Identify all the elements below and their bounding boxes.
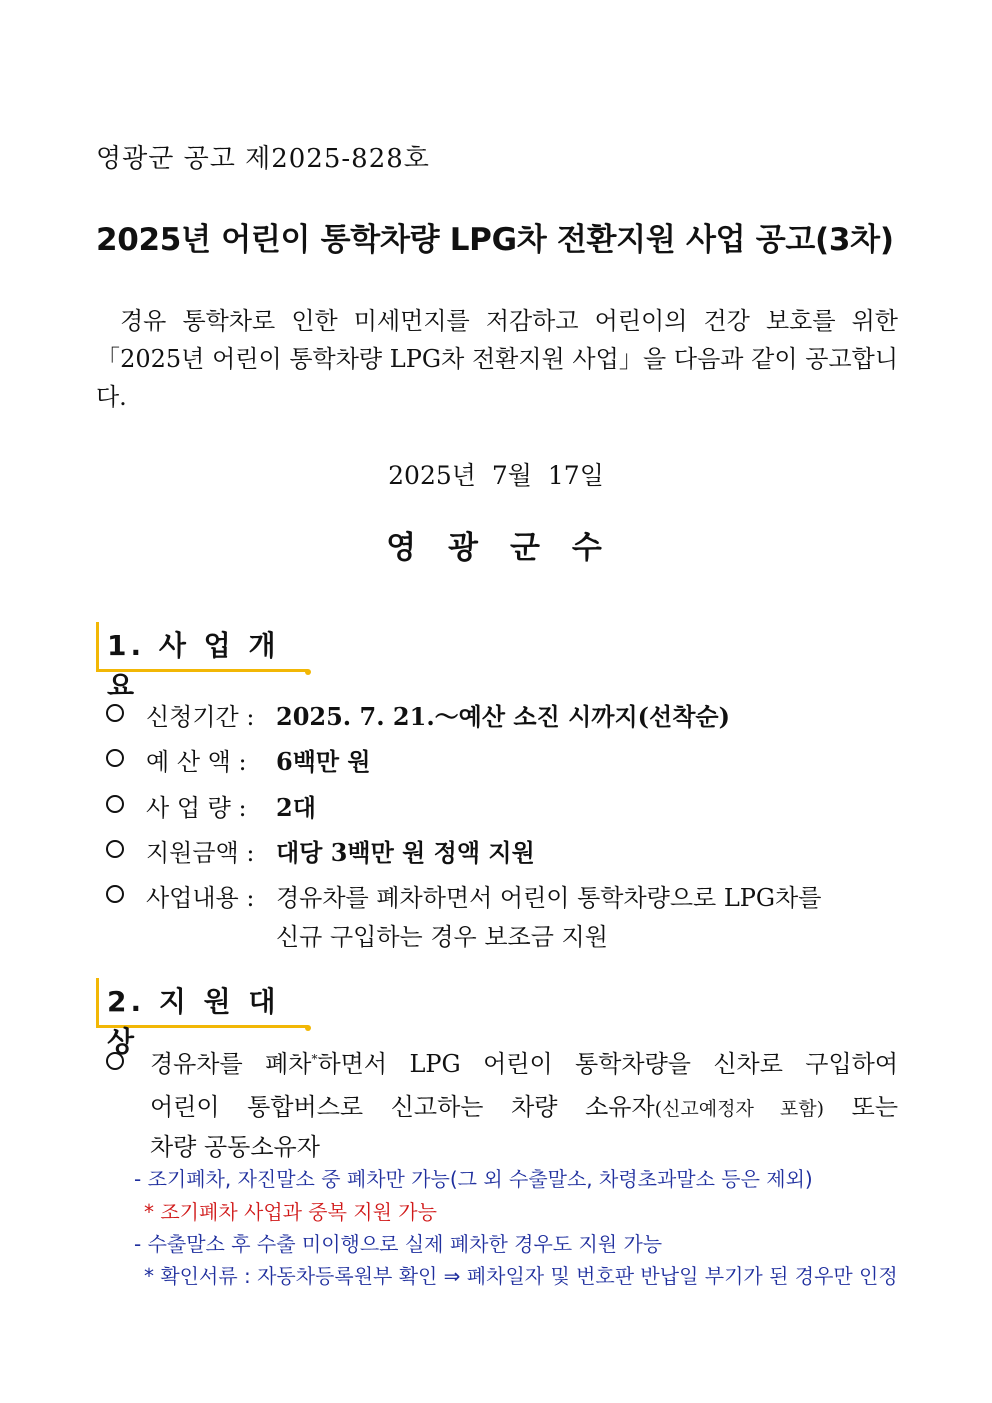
target-line-2 (150, 1087, 898, 1122)
item-label: 지원금액 : (146, 839, 255, 867)
item-value: 경유차를 폐차하면서 어린이 통학차량으로 LPG차를 (276, 884, 822, 912)
footnote-mark: * (311, 1052, 318, 1066)
target-text: 또는 (824, 1093, 898, 1121)
item-label: 사 업 량 : (146, 794, 247, 822)
item-value: 6백만 원 (276, 747, 371, 776)
notice-number: 영광군 공고 제2025-828호 (96, 144, 430, 174)
target-small-text: (신고예정자 포함) (654, 1098, 824, 1120)
circle-bullet-icon (106, 704, 124, 722)
note-scrappage-only: - 조기폐차, 자진말소 중 폐차만 가능(그 외 수출말소, 차령초과말소 등은 제외) (134, 1167, 813, 1191)
target-line-1 (150, 1044, 898, 1079)
section-1-heading (96, 622, 308, 702)
item-value: 2대 (276, 793, 316, 822)
target-line-3: 차량 공동소유자 (150, 1133, 320, 1161)
section-2-heading-text: 2. 지 원 대 상 (107, 985, 280, 1058)
circle-bullet-icon (106, 1052, 124, 1070)
item-value: 대당 3백만 원 정액 지원 (276, 838, 535, 867)
note-export-cancel: - 수출말소 후 수출 미이행으로 실제 폐차한 경우도 지원 가능 (134, 1232, 663, 1256)
item-label: 사업내용 : (146, 884, 255, 912)
note-documents: * 확인서류 : 자동차등록원부 확인 ⇒ 폐차일자 및 번호판 반납일 부기가 된 경우만 인정 (144, 1264, 898, 1288)
circle-bullet-icon (106, 885, 124, 903)
notice-date: 2025년 7월 17일 (388, 461, 604, 490)
section-1-heading-text: 1. 사 업 개 요 (107, 629, 280, 702)
circle-bullet-icon (106, 840, 124, 858)
circle-bullet-icon (106, 795, 124, 813)
circle-bullet-icon (106, 749, 124, 767)
document-title: 2025년 어린이 통학차량 LPG차 전환지원 사업 공고(3차) (96, 222, 894, 258)
target-text: 어린이 통합버스로 신고하는 차량 소유자 (150, 1093, 655, 1121)
item-value-continuation: 신규 구입하는 경우 보조금 지원 (276, 923, 608, 951)
section-2-heading (96, 978, 308, 1058)
intro-paragraph: 경유 통학차로 인한 미세먼지를 저감하고 어린이의 건강 보호를 위한 「2025년 어린이 통학차량 LPG차 전환지원 사업」을 다음과 같이 공고합니다. (96, 307, 898, 411)
note-duplicate-support: * 조기폐차 사업과 중복 지원 가능 (144, 1200, 437, 1224)
item-value: 2025. 7. 21.～예산 소진 시까지(선착순) (276, 702, 730, 731)
item-label: 예 산 액 : (146, 748, 247, 776)
target-text: 하면서 LPG 어린이 통학차량을 신차로 구입하여 (317, 1050, 899, 1078)
signer: 영광군수 (386, 530, 634, 566)
target-text: 경유차를 폐차 (150, 1050, 312, 1078)
item-label: 신청기간 : (146, 703, 255, 731)
